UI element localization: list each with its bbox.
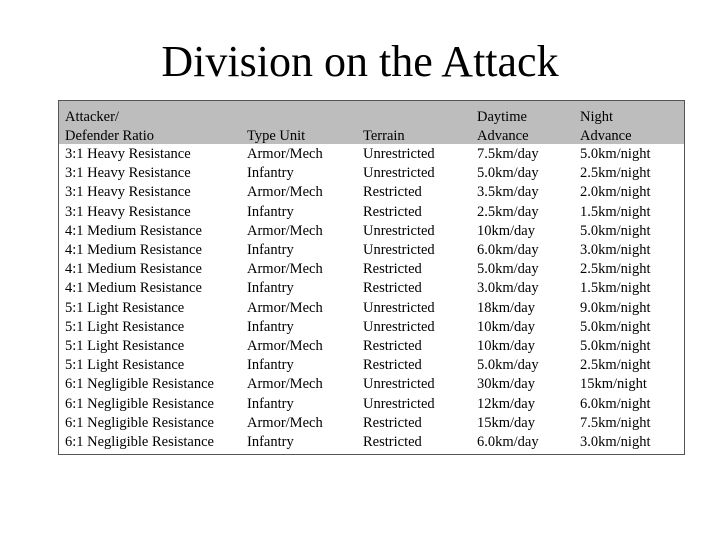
cell-night-advance: 7.5km/night — [580, 414, 651, 431]
cell-day-advance: 10km/day — [477, 222, 535, 239]
advance-rates-table — [58, 100, 685, 455]
table-row — [59, 318, 680, 337]
table-row — [59, 241, 680, 260]
cell-day-advance: 6.0km/day — [477, 242, 539, 259]
table-row — [59, 414, 680, 433]
cell-type: Infantry — [247, 357, 294, 374]
cell-day-advance: 5.0km/day — [477, 357, 539, 374]
cell-day-advance: 3.5km/day — [477, 184, 539, 201]
cell-terrain: Unrestricted — [363, 165, 435, 182]
cell-night-advance: 2.5km/night — [580, 261, 651, 278]
cell-night-advance: 3.0km/night — [580, 242, 651, 259]
cell-terrain: Unrestricted — [363, 376, 435, 393]
header-type: Type Unit — [247, 128, 306, 144]
cell-terrain: Restricted — [363, 261, 422, 278]
cell-night-advance: 5.0km/night — [580, 318, 651, 335]
cell-day-advance: 10km/day — [477, 338, 535, 355]
cell-day-advance: 7.5km/day — [477, 146, 539, 162]
table-row — [59, 395, 680, 414]
cell-terrain: Restricted — [363, 338, 422, 355]
cell-night-advance: 1.5km/night — [580, 280, 651, 297]
cell-day-advance: 2.5km/day — [477, 203, 539, 220]
table-row — [59, 260, 680, 279]
header-night-line2: Advance — [580, 128, 632, 144]
cell-type: Armor/Mech — [247, 146, 323, 162]
header-day-line1: Daytime — [477, 109, 527, 125]
table-row — [59, 279, 680, 298]
table-row — [59, 375, 680, 394]
table-row — [59, 356, 680, 375]
cell-ratio: 4:1 Medium Resistance — [65, 280, 202, 297]
cell-terrain: Unrestricted — [363, 242, 435, 259]
cell-terrain: Unrestricted — [363, 299, 435, 316]
cell-ratio: 6:1 Negligible Resistance — [65, 414, 214, 431]
cell-terrain: Restricted — [363, 203, 422, 220]
table-row — [59, 337, 680, 356]
cell-ratio: 3:1 Heavy Resistance — [65, 184, 191, 201]
cell-type: Infantry — [247, 165, 294, 182]
cell-type: Infantry — [247, 434, 294, 451]
cell-night-advance: 2.0km/night — [580, 184, 651, 201]
table-row — [59, 183, 680, 202]
cell-ratio: 3:1 Heavy Resistance — [65, 203, 191, 220]
cell-ratio: 4:1 Medium Resistance — [65, 222, 202, 239]
table-row — [59, 145, 680, 164]
cell-type: Armor/Mech — [247, 222, 323, 239]
cell-type: Infantry — [247, 280, 294, 297]
table-row — [59, 433, 680, 452]
cell-day-advance: 12km/day — [477, 395, 535, 412]
cell-night-advance: 2.5km/night — [580, 357, 651, 374]
cell-terrain: Restricted — [363, 434, 422, 451]
cell-day-advance: 3.0km/day — [477, 280, 539, 297]
cell-type: Infantry — [247, 395, 294, 412]
cell-day-advance: 5.0km/day — [477, 261, 539, 278]
cell-ratio: 5:1 Light Resistance — [65, 338, 185, 355]
cell-night-advance: 3.0km/night — [580, 434, 651, 451]
cell-ratio: 4:1 Medium Resistance — [65, 242, 202, 259]
cell-ratio: 5:1 Light Resistance — [65, 318, 185, 335]
cell-day-advance: 18km/day — [477, 299, 535, 316]
cell-ratio: 3:1 Heavy Resistance — [65, 165, 191, 182]
header-row-top — [59, 107, 680, 126]
cell-ratio: 6:1 Negligible Resistance — [65, 395, 214, 412]
cell-type: Armor/Mech — [247, 414, 323, 431]
table-row — [59, 164, 680, 183]
cell-type: Armor/Mech — [247, 376, 323, 393]
table-row — [59, 299, 680, 318]
cell-type: Armor/Mech — [247, 338, 323, 355]
header-type-spacer — [247, 107, 363, 126]
cell-night-advance: 1.5km/night — [580, 203, 651, 220]
cell-ratio: 6:1 Negligible Resistance — [65, 434, 214, 451]
cell-day-advance: 10km/day — [477, 318, 535, 335]
cell-ratio: 4:1 Medium Resistance — [65, 261, 202, 278]
header-day-line2: Advance — [477, 128, 529, 144]
header-terrain: Terrain — [363, 128, 405, 144]
cell-night-advance: 5.0km/night — [580, 146, 651, 162]
header-ratio-line1: Attacker/ — [65, 109, 119, 125]
cell-terrain: Unrestricted — [363, 395, 435, 412]
cell-ratio: 5:1 Light Resistance — [65, 299, 185, 316]
table-row — [59, 203, 680, 222]
cell-type: Armor/Mech — [247, 184, 323, 201]
cell-day-advance: 6.0km/day — [477, 434, 539, 451]
cell-terrain: Restricted — [363, 184, 422, 201]
advance-table — [59, 107, 680, 452]
cell-ratio: 5:1 Light Resistance — [65, 357, 185, 374]
cell-day-advance: 30km/day — [477, 376, 535, 393]
cell-night-advance: 9.0km/night — [580, 299, 651, 316]
cell-day-advance: 5.0km/day — [477, 165, 539, 182]
cell-terrain: Restricted — [363, 414, 422, 431]
cell-day-advance: 15km/day — [477, 414, 535, 431]
header-row-bottom — [59, 126, 680, 145]
cell-ratio: 6:1 Negligible Resistance — [65, 376, 214, 393]
cell-terrain: Restricted — [363, 280, 422, 297]
slide-title: Division on the Attack — [161, 37, 559, 86]
cell-type: Infantry — [247, 242, 294, 259]
cell-type: Armor/Mech — [247, 261, 323, 278]
cell-night-advance: 15km/night — [580, 376, 647, 393]
header-ratio-line2: Defender Ratio — [65, 128, 154, 144]
cell-night-advance: 5.0km/night — [580, 338, 651, 355]
cell-night-advance: 6.0km/night — [580, 395, 651, 412]
cell-night-advance: 5.0km/night — [580, 222, 651, 239]
cell-type: Infantry — [247, 318, 294, 335]
cell-terrain: Unrestricted — [363, 222, 435, 239]
cell-type: Armor/Mech — [247, 299, 323, 316]
header-terrain-spacer — [363, 107, 477, 126]
table-row — [59, 222, 680, 241]
cell-night-advance: 2.5km/night — [580, 165, 651, 182]
cell-terrain: Unrestricted — [363, 146, 435, 162]
cell-type: Infantry — [247, 203, 294, 220]
cell-ratio: 3:1 Heavy Resistance — [65, 146, 191, 162]
cell-terrain: Restricted — [363, 357, 422, 374]
header-night-line1: Night — [580, 109, 614, 125]
cell-terrain: Unrestricted — [363, 318, 435, 335]
